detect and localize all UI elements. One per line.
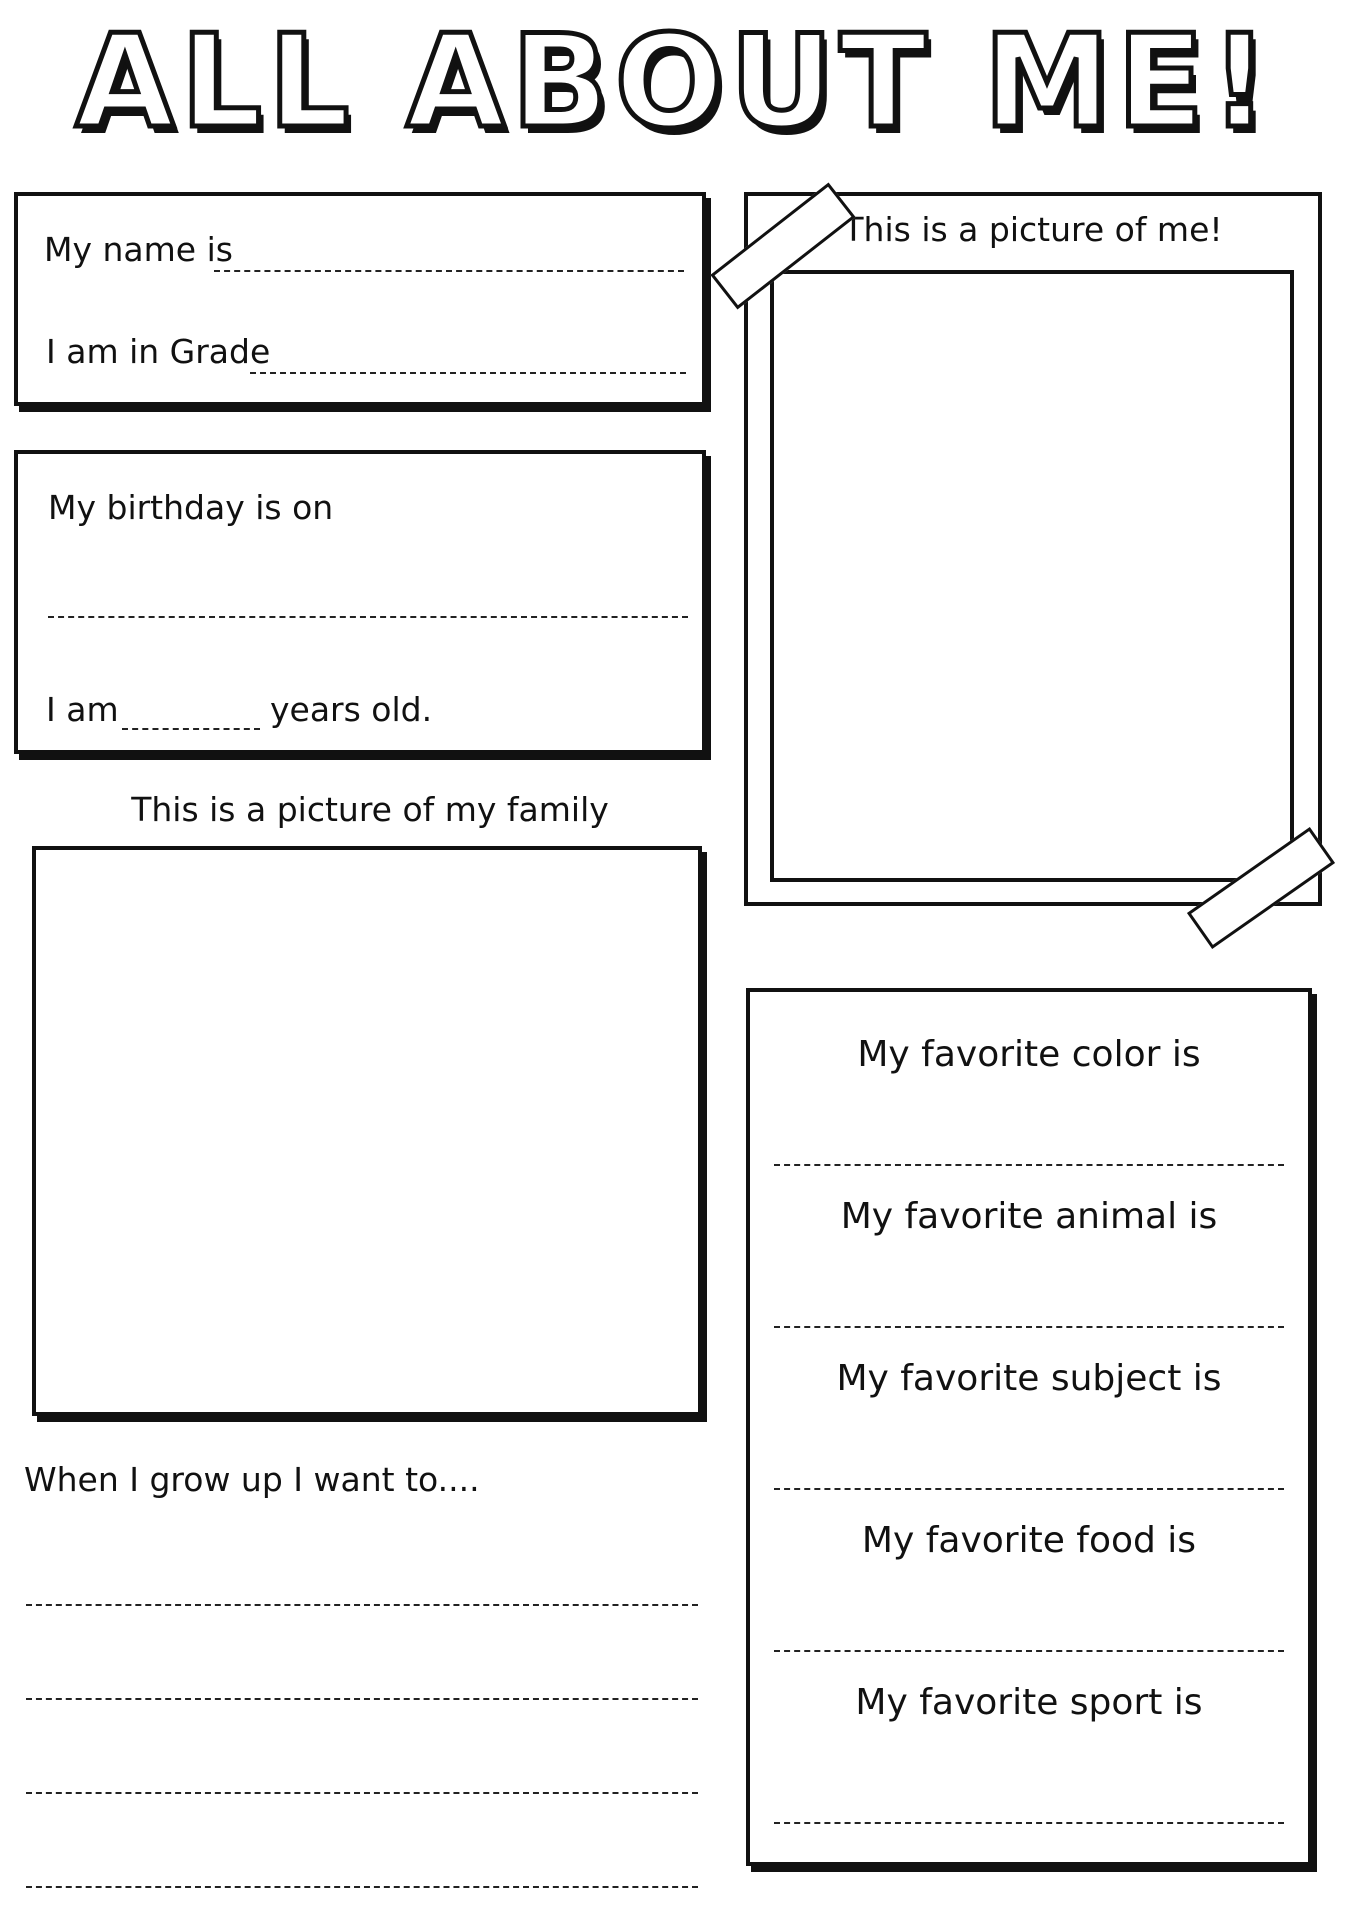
favorite-subject-label: My favorite subject is [836,1358,1222,1399]
grow-up-prompt: When I grow up I want to.... [24,1460,480,1499]
name-grade-box [14,192,706,406]
favorite-color-label: My favorite color is [857,1034,1201,1075]
picture-of-me-area[interactable] [770,270,1294,882]
favorite-sport-label: My favorite sport is [855,1682,1203,1723]
favorite-food-field[interactable] [774,1650,1284,1652]
birthday-age-box [14,450,706,754]
favorite-animal-label: My favorite animal is [840,1196,1218,1237]
family-picture-caption: This is a picture of my family [131,790,609,829]
grade-field[interactable] [250,372,686,374]
favorite-sport-field[interactable] [774,1822,1284,1824]
favorite-food-label: My favorite food is [861,1520,1197,1561]
birthday-field[interactable] [48,616,688,618]
grow-up-line[interactable] [26,1698,698,1700]
name-label: My name is [44,230,233,269]
page-title: ALL ABOUT ME! [75,8,1275,157]
picture-of-me-caption: This is a picture of me! [843,210,1223,249]
family-picture-area[interactable] [32,846,702,1416]
name-field[interactable] [214,270,684,272]
grow-up-line[interactable] [26,1604,698,1606]
age-label-after: years old. [270,690,433,729]
favorites-box [746,988,1312,1866]
grade-label: I am in Grade [46,332,271,371]
age-label-before: I am [46,690,119,729]
age-field[interactable] [122,728,260,730]
favorite-animal-field[interactable] [774,1326,1284,1328]
favorite-color-field[interactable] [774,1164,1284,1166]
favorite-subject-field[interactable] [774,1488,1284,1490]
grow-up-line[interactable] [26,1792,698,1794]
picture-of-me-frame [744,192,1322,906]
birthday-label: My birthday is on [48,488,334,527]
grow-up-line[interactable] [26,1886,698,1888]
